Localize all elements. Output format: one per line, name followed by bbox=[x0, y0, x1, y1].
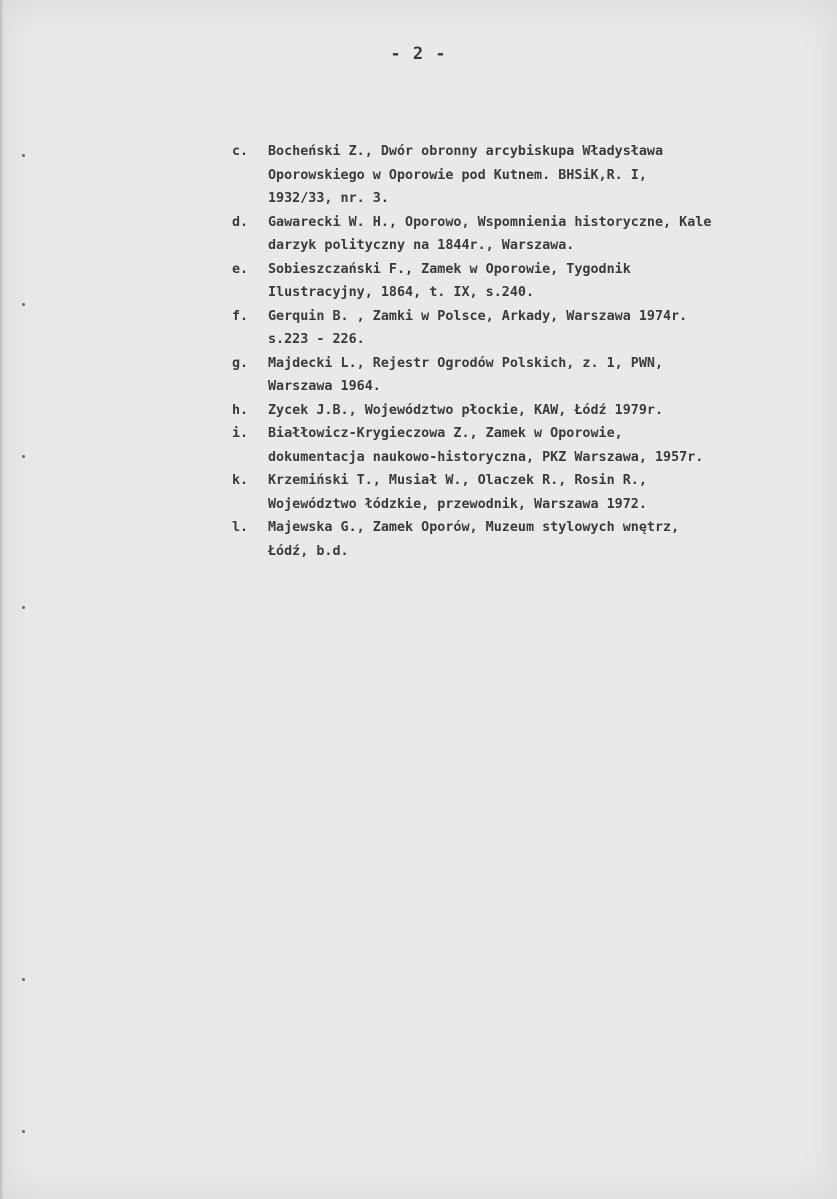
entry-line: Ilustracyjny, 1864, t. IX, s.240. bbox=[268, 285, 535, 300]
entry-line: 1932/33, nr. 3. bbox=[268, 191, 389, 206]
entry-letter: f. bbox=[232, 308, 249, 324]
entry-line: Białłowicz-Krygieczowa Z., Zamek w Oporowie, bbox=[268, 426, 623, 441]
entry-line: Majdecki L., Rejestr Ogrodów Polskich, z. 1, PWN, bbox=[268, 355, 664, 371]
entry-letter: d. bbox=[232, 214, 249, 230]
entry-letter: l. bbox=[232, 520, 249, 535]
margin-punch-mark bbox=[22, 154, 25, 157]
entry-line: Krzemiński T., Musiał W., Olaczek R., Rosin R., bbox=[268, 473, 647, 488]
page-edge-shadow bbox=[0, 0, 4, 1199]
entry-line: dokumentacja naukowo-historyczna, PKZ Warszawa, 1957r. bbox=[268, 449, 704, 465]
entry-line: Bocheński Z., Dwór obronny arcybiskupa Władysława bbox=[268, 144, 664, 159]
margin-punch-mark bbox=[22, 1130, 25, 1133]
entry-line: Warszawa 1964. bbox=[268, 379, 381, 394]
bibliography-entry bbox=[232, 258, 832, 305]
bibliography-entry bbox=[232, 516, 832, 563]
entry-letter: c. bbox=[232, 144, 249, 159]
bibliography-entry bbox=[232, 140, 832, 211]
entry-line: Majewska G., Zamek Oporów, Muzeum stylowych wnętrz, bbox=[268, 520, 680, 535]
entry-line: Oporowskiego w Oporowie pod Kutnem. BHSiK,R. I, bbox=[268, 167, 647, 183]
bibliography-entry bbox=[232, 305, 832, 352]
bibliography-entry bbox=[232, 422, 832, 469]
entry-line: Województwo łódzkie, przewodnik, Warszawa 1972. bbox=[268, 496, 647, 512]
entry-line: Gerquin B. , Zamki w Polsce, Arkady, Warszawa 1974r. bbox=[268, 308, 688, 324]
entry-line: s.223 - 226. bbox=[268, 332, 365, 347]
margin-punch-mark bbox=[22, 455, 25, 458]
bibliography-entry bbox=[232, 399, 832, 423]
margin-punch-mark bbox=[22, 978, 25, 981]
page-number: - 2 - bbox=[390, 44, 447, 64]
entry-letter: e. bbox=[232, 261, 249, 277]
bibliography-entry bbox=[232, 469, 832, 516]
entry-letter: g. bbox=[232, 355, 249, 371]
entry-line: Zycek J.B., Województwo płockie, KAW, Łódź 1979r. bbox=[268, 402, 664, 418]
entry-line: Sobieszczański F., Zamek w Oporowie, Tygodnik bbox=[268, 261, 631, 277]
entry-letter: i. bbox=[232, 426, 249, 441]
margin-punch-mark bbox=[22, 303, 25, 306]
entry-letter: k. bbox=[232, 473, 249, 488]
entry-line: darzyk polityczny na 1844r., Warszawa. bbox=[268, 238, 575, 253]
margin-punch-mark bbox=[22, 606, 25, 609]
entry-letter: h. bbox=[232, 402, 249, 418]
bibliography-entry bbox=[232, 352, 832, 399]
bibliography-list bbox=[232, 140, 832, 563]
entry-line: Łódź, b.d. bbox=[268, 543, 349, 559]
bibliography-entry bbox=[232, 211, 832, 258]
entry-line: Gawarecki W. H., Oporowo, Wspomnienia historyczne, Kale bbox=[268, 214, 712, 230]
